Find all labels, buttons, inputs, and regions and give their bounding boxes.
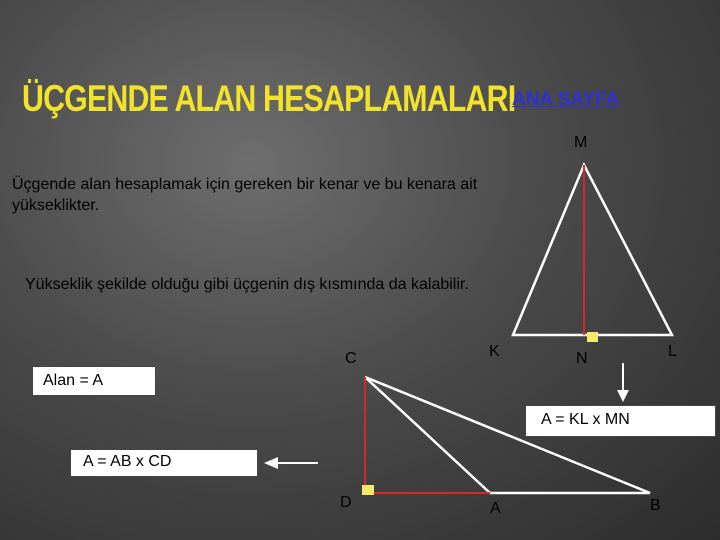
paragraph-exterior-height: Yükseklik şekilde olduğu gibi üçgenin dış kısmında da kalabilir. [25,276,469,293]
point-label-l: L [668,343,677,360]
formula-kl-mn-box: A = KL x MN [525,405,716,437]
page-title: ÜÇGENDE ALAN HESAPLAMALARI [22,78,516,119]
right-angle-marker-d [362,485,374,495]
point-label-m: M [574,134,588,151]
home-link[interactable]: ANA SAYFA [512,89,620,110]
point-label-a: A [490,500,501,517]
point-label-k: K [489,343,500,360]
point-label-d: D [340,494,352,511]
point-label-c: C [345,350,357,367]
right-angle-marker-n [587,332,598,342]
arrow-left-icon [264,457,318,469]
area-definition-box: Alan = A [32,366,156,396]
point-label-n: N [576,350,588,367]
point-label-b: B [650,497,661,514]
arrow-down-icon [617,363,629,402]
paragraph-base-height: Üçgende alan hesaplamak için gereken bir kenar ve bu kenara ait yükseklikter. [12,176,478,214]
triangle-mkl [513,165,672,335]
formula-ab-cd-box: A = AB x CD [70,449,258,477]
